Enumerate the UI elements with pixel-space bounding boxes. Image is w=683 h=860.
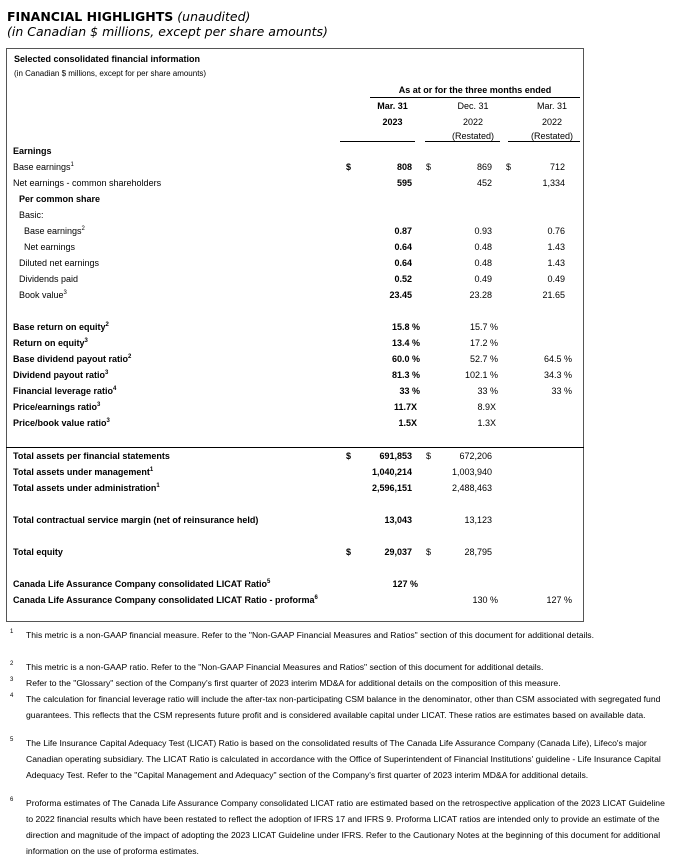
value-col3: 0.76 (547, 226, 565, 236)
row-label: Canada Life Assurance Company consolidated LICAT Ratio - proforma (13, 595, 315, 605)
header-rule-col1 (340, 141, 415, 142)
value-col2: 102.1 % (464, 370, 498, 380)
row-label: Total assets under administration (13, 483, 157, 493)
value-col2: 0.48 (474, 242, 492, 252)
row-label: Price/earnings ratio (13, 402, 98, 412)
footnote-text: The Life Insurance Capital Adequacy Test (LICAT) Ratio is based on the consolidated results of The Canada Life Assurance Company (Canada Life), Lifeco's major Canadian operating subsidiary. The LICAT Ratio is calculated in accordance with the Office of Superintendent of Financial Institutions' guideline - Life Insurance Capital Adequacy Test. Refer to the "Capital Management and Adequacy" section of the Company's first quarter of 2023 interim MD&A for additional details. (26, 738, 661, 780)
footnote-ref: 6 (314, 595, 318, 601)
footnote (10, 627, 675, 659)
row-label: Diluted net earnings (19, 258, 100, 268)
value-col1: 595 (396, 178, 412, 188)
currency-symbol: $ (506, 162, 512, 172)
value-col1: 81.3 % (391, 370, 420, 380)
section-divider (6, 447, 584, 448)
footnote-number: 3 (10, 677, 14, 683)
value-col2: 0.49 (474, 274, 492, 284)
footnote-ref: 2 (81, 226, 85, 232)
value-col3: 1.43 (547, 258, 565, 268)
row-label: Book value (19, 290, 64, 300)
footnote-ref: 3 (97, 402, 101, 408)
footnote-text: This metric is a non-GAAP financial measure. Refer to the "Non-GAAP Financial Measures and Ratios" section of this document for additional details. (26, 630, 594, 640)
row-label: Base earnings (24, 226, 82, 236)
row-label: Dividends paid (19, 274, 79, 284)
value-col2: 8.9X (477, 402, 496, 412)
value-col1: 60.0 % (391, 354, 420, 364)
footnote-ref: 1 (156, 483, 160, 489)
value-col3: 1.43 (547, 242, 565, 252)
value-col2: 1,003,940 (451, 467, 492, 477)
value-col2: 0.48 (474, 258, 492, 268)
footnote-ref: 3 (105, 370, 109, 376)
value-col1: 1,040,214 (371, 467, 412, 477)
value-col2: 869 (476, 162, 492, 172)
value-col2: 33 % (477, 386, 498, 396)
value-col3: 712 (549, 162, 565, 172)
footnote-number: 4 (10, 693, 14, 699)
row-label: Price/book value ratio (13, 418, 107, 428)
footnote-number: 6 (10, 797, 14, 803)
currency-symbol: $ (426, 547, 432, 557)
row-label: Base return on equity (13, 322, 106, 332)
page-subtitle: (in Canadian $ millions, except per share amounts) (7, 24, 328, 39)
col2-header-date: Dec. 31 (457, 101, 489, 111)
row-label: Base dividend payout ratio (13, 354, 129, 364)
value-col1: 29,037 (384, 547, 412, 557)
header-rule-top (370, 97, 580, 98)
value-col1: 0.64 (394, 258, 412, 268)
value-col1: 0.87 (394, 226, 412, 236)
value-col2: 23.28 (469, 290, 492, 300)
value-col2: 130 % (472, 595, 498, 605)
table-caption: Selected consolidated financial information (14, 54, 201, 64)
footnote-ref: 5 (267, 579, 271, 585)
value-col2: 15.7 % (469, 322, 498, 332)
value-col2: 2,488,463 (451, 483, 492, 493)
footnote-text: Refer to the "Glossary" section of the Company's first quarter of 2023 interim MD&A for additional details on the composition of this measure. (26, 678, 561, 688)
section-basic: Basic: (19, 210, 44, 220)
footnote-ref: 2 (105, 322, 109, 328)
footnote-ref: 3 (63, 290, 67, 296)
col3-header-restated: (Restated) (530, 131, 574, 141)
value-col2: 0.93 (474, 226, 492, 236)
header-rule-col2 (425, 141, 500, 142)
value-col2: 28,795 (464, 547, 492, 557)
value-col3: 64.5 % (543, 354, 572, 364)
col3-header-year: 2022 (541, 117, 563, 127)
value-col3: 34.3 % (543, 370, 572, 380)
column-group-header: As at or for the three months ended (398, 85, 552, 95)
value-col1: 691,853 (379, 451, 412, 461)
footnote-ref: 1 (149, 467, 154, 473)
footnote-number: 1 (10, 629, 14, 635)
value-col2: 52.7 % (469, 354, 498, 364)
currency-symbol: $ (426, 162, 432, 172)
row-label: Base earnings (13, 162, 71, 172)
currency-symbol: $ (346, 162, 352, 172)
value-col1: 13.4 % (391, 338, 420, 348)
value-col1: 23.45 (389, 290, 412, 300)
row-label: Total equity (13, 547, 63, 557)
value-col1: 808 (396, 162, 412, 172)
row-label: Total assets under management (13, 467, 150, 477)
value-col1: 33 % (399, 386, 420, 396)
value-col2: 13,123 (464, 515, 492, 525)
col1-header-date: Mar. 31 (377, 101, 408, 111)
value-col3: 0.49 (547, 274, 565, 284)
value-col3: 21.65 (542, 290, 565, 300)
row-label: Net earnings (24, 242, 76, 252)
section-earnings: Earnings (13, 146, 52, 156)
page-title-bold: FINANCIAL HIGHLIGHTS (7, 9, 174, 24)
row-label: Canada Life Assurance Company consolidated LICAT Ratio (13, 579, 268, 589)
footnote-ref: 2 (128, 354, 132, 360)
footnote-text: The calculation for financial leverage ratio will include the after-tax non-participating CSM balance in the denominator, other than CSM associated with segregated fund guarantees. This reflects that the CSM represents future profit and is considered available capital under LICAT. These ratios are estimates based on available data. (26, 694, 661, 720)
currency-symbol: $ (346, 547, 352, 557)
footnote-ref: 4 (113, 386, 117, 392)
value-col3: 1,334 (542, 178, 565, 188)
value-col1: 15.8 % (391, 322, 420, 332)
col2-header-year: 2022 (462, 117, 484, 127)
footnote-text: Proforma estimates of The Canada Life Assurance Company consolidated LICAT ratio are estimated based on the retrospective application of the 2023 LICAT Guideline to 2022 financial results which have been restated to reflect the adoption of IFRS 17 and IFRS 9. Proforma LICAT ratios are intended only to provide an estimate of the direction and magnitude of the impact of adopting the 2023 LICAT Guideline under IFRS. Refer to the Cautionary Notes at the beginning of this document for additional information on the use of proforma estimates. (26, 798, 665, 856)
page-title (7, 9, 250, 24)
row-label: Net earnings - common shareholders (13, 178, 162, 188)
footnote-number: 5 (10, 737, 14, 743)
value-col2: 452 (476, 178, 492, 188)
value-col1: 0.52 (394, 274, 412, 284)
value-col1: 0.64 (394, 242, 412, 252)
col1-header-year: 2023 (382, 117, 403, 127)
section-per-common-share: Per common share (19, 194, 101, 204)
table-caption-sub: (in Canadian $ millions, except for per share amounts) (14, 69, 207, 78)
value-col2: 672,206 (459, 451, 492, 461)
value-col1: 127 % (392, 579, 418, 589)
value-col1: 2,596,151 (371, 483, 412, 493)
footnote-number: 2 (10, 661, 14, 667)
value-col2: 17.2 % (469, 338, 498, 348)
col3-header-date: Mar. 31 (536, 101, 567, 111)
footnote-ref: 3 (84, 338, 88, 344)
footnote-ref: 1 (70, 162, 74, 168)
currency-symbol: $ (346, 451, 352, 461)
footnote-ref: 3 (106, 418, 110, 424)
currency-symbol: $ (426, 451, 432, 461)
page-title-qualifier: (unaudited) (177, 9, 251, 24)
value-col1: 13,043 (384, 515, 412, 525)
row-label: Return on equity (13, 338, 85, 348)
value-col1: 11.7X (393, 402, 417, 412)
row-label: Dividend payout ratio (13, 370, 106, 380)
row-label: Financial leverage ratio (13, 386, 114, 396)
value-col2: 1.3X (477, 418, 496, 428)
row-label: Total assets per financial statements (13, 451, 170, 461)
row-label: Total contractual service margin (net of reinsurance held) (13, 515, 259, 525)
value-col3: 33 % (551, 386, 572, 396)
value-col3: 127 % (546, 595, 572, 605)
col2-header-restated: (Restated) (451, 131, 495, 141)
value-col1: 1.5X (398, 418, 417, 428)
footnote-text: This metric is a non-GAAP ratio. Refer to the "Non-GAAP Financial Measures and Ratios" section of this document for additional details. (26, 662, 544, 672)
header-rule-col3 (508, 141, 580, 142)
